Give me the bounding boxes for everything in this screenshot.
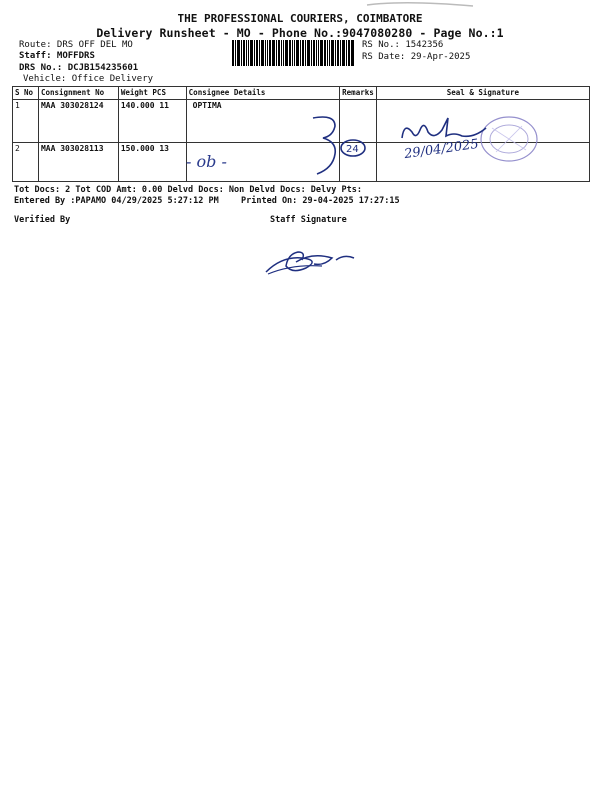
staff-signature-label: Staff Signature [270, 215, 347, 225]
handwritten-mark [305, 112, 375, 180]
scan-mark-decoration [365, 0, 475, 10]
entered-by: Entered By :PAPAMO 04/29/2025 5:27:12 PM [14, 196, 219, 206]
cell-weight-pcs: 150.000 13 [118, 143, 186, 182]
svg-text:24: 24 [346, 144, 359, 155]
header-consignment: Consignment No [38, 87, 118, 100]
vehicle-label: Vehicle: Office Delivery [23, 74, 154, 84]
staff-signature [262, 246, 362, 280]
drs-number: DRS No.: DCJB154235601 [19, 63, 139, 73]
header-remarks: Remarks [340, 87, 377, 100]
barcode-image [232, 40, 354, 66]
header-seal-signature: Seal & Signature [376, 87, 589, 100]
rs-date: RS Date: 29-Apr-2025 [362, 52, 471, 62]
totals-line: Tot Docs: 2 Tot COD Amt: 0.00 Delvd Docs: Non Delvd Docs: Delvy Pts: [14, 185, 362, 195]
cell-sno: 1 [13, 100, 39, 143]
header-consignee: Consignee Details [186, 87, 339, 100]
runsheet-subtitle: Delivery Runsheet - MO - Phone No.:9047080280 - Page No.:1 [96, 26, 504, 40]
staff-label: Staff: MOFFDRS [19, 51, 95, 61]
route-label: Route: DRS OFF DEL MO [19, 40, 133, 50]
header-weight-pcs: Weight PCS [118, 87, 186, 100]
handwritten-note: - ob - [186, 152, 227, 171]
company-title: THE PROFESSIONAL COURIERS, COIMBATORE [177, 12, 423, 25]
cell-consignee: OPTIMA [186, 100, 339, 143]
header-sno: S No [13, 87, 39, 100]
table-header-row [13, 87, 590, 100]
cell-sno: 2 [13, 143, 39, 182]
cell-weight-pcs: 140.000 11 [118, 100, 186, 143]
cell-consignment: MAA 303028124 [38, 100, 118, 143]
rs-number: RS No.: 1542356 [362, 40, 444, 50]
handwritten-date: 29/04/2025 [403, 136, 480, 163]
cell-consignment: MAA 303028113 [38, 143, 118, 182]
printed-on: Printed On: 29-04-2025 17:27:15 [241, 196, 400, 206]
verified-by-label: Verified By [14, 215, 71, 225]
